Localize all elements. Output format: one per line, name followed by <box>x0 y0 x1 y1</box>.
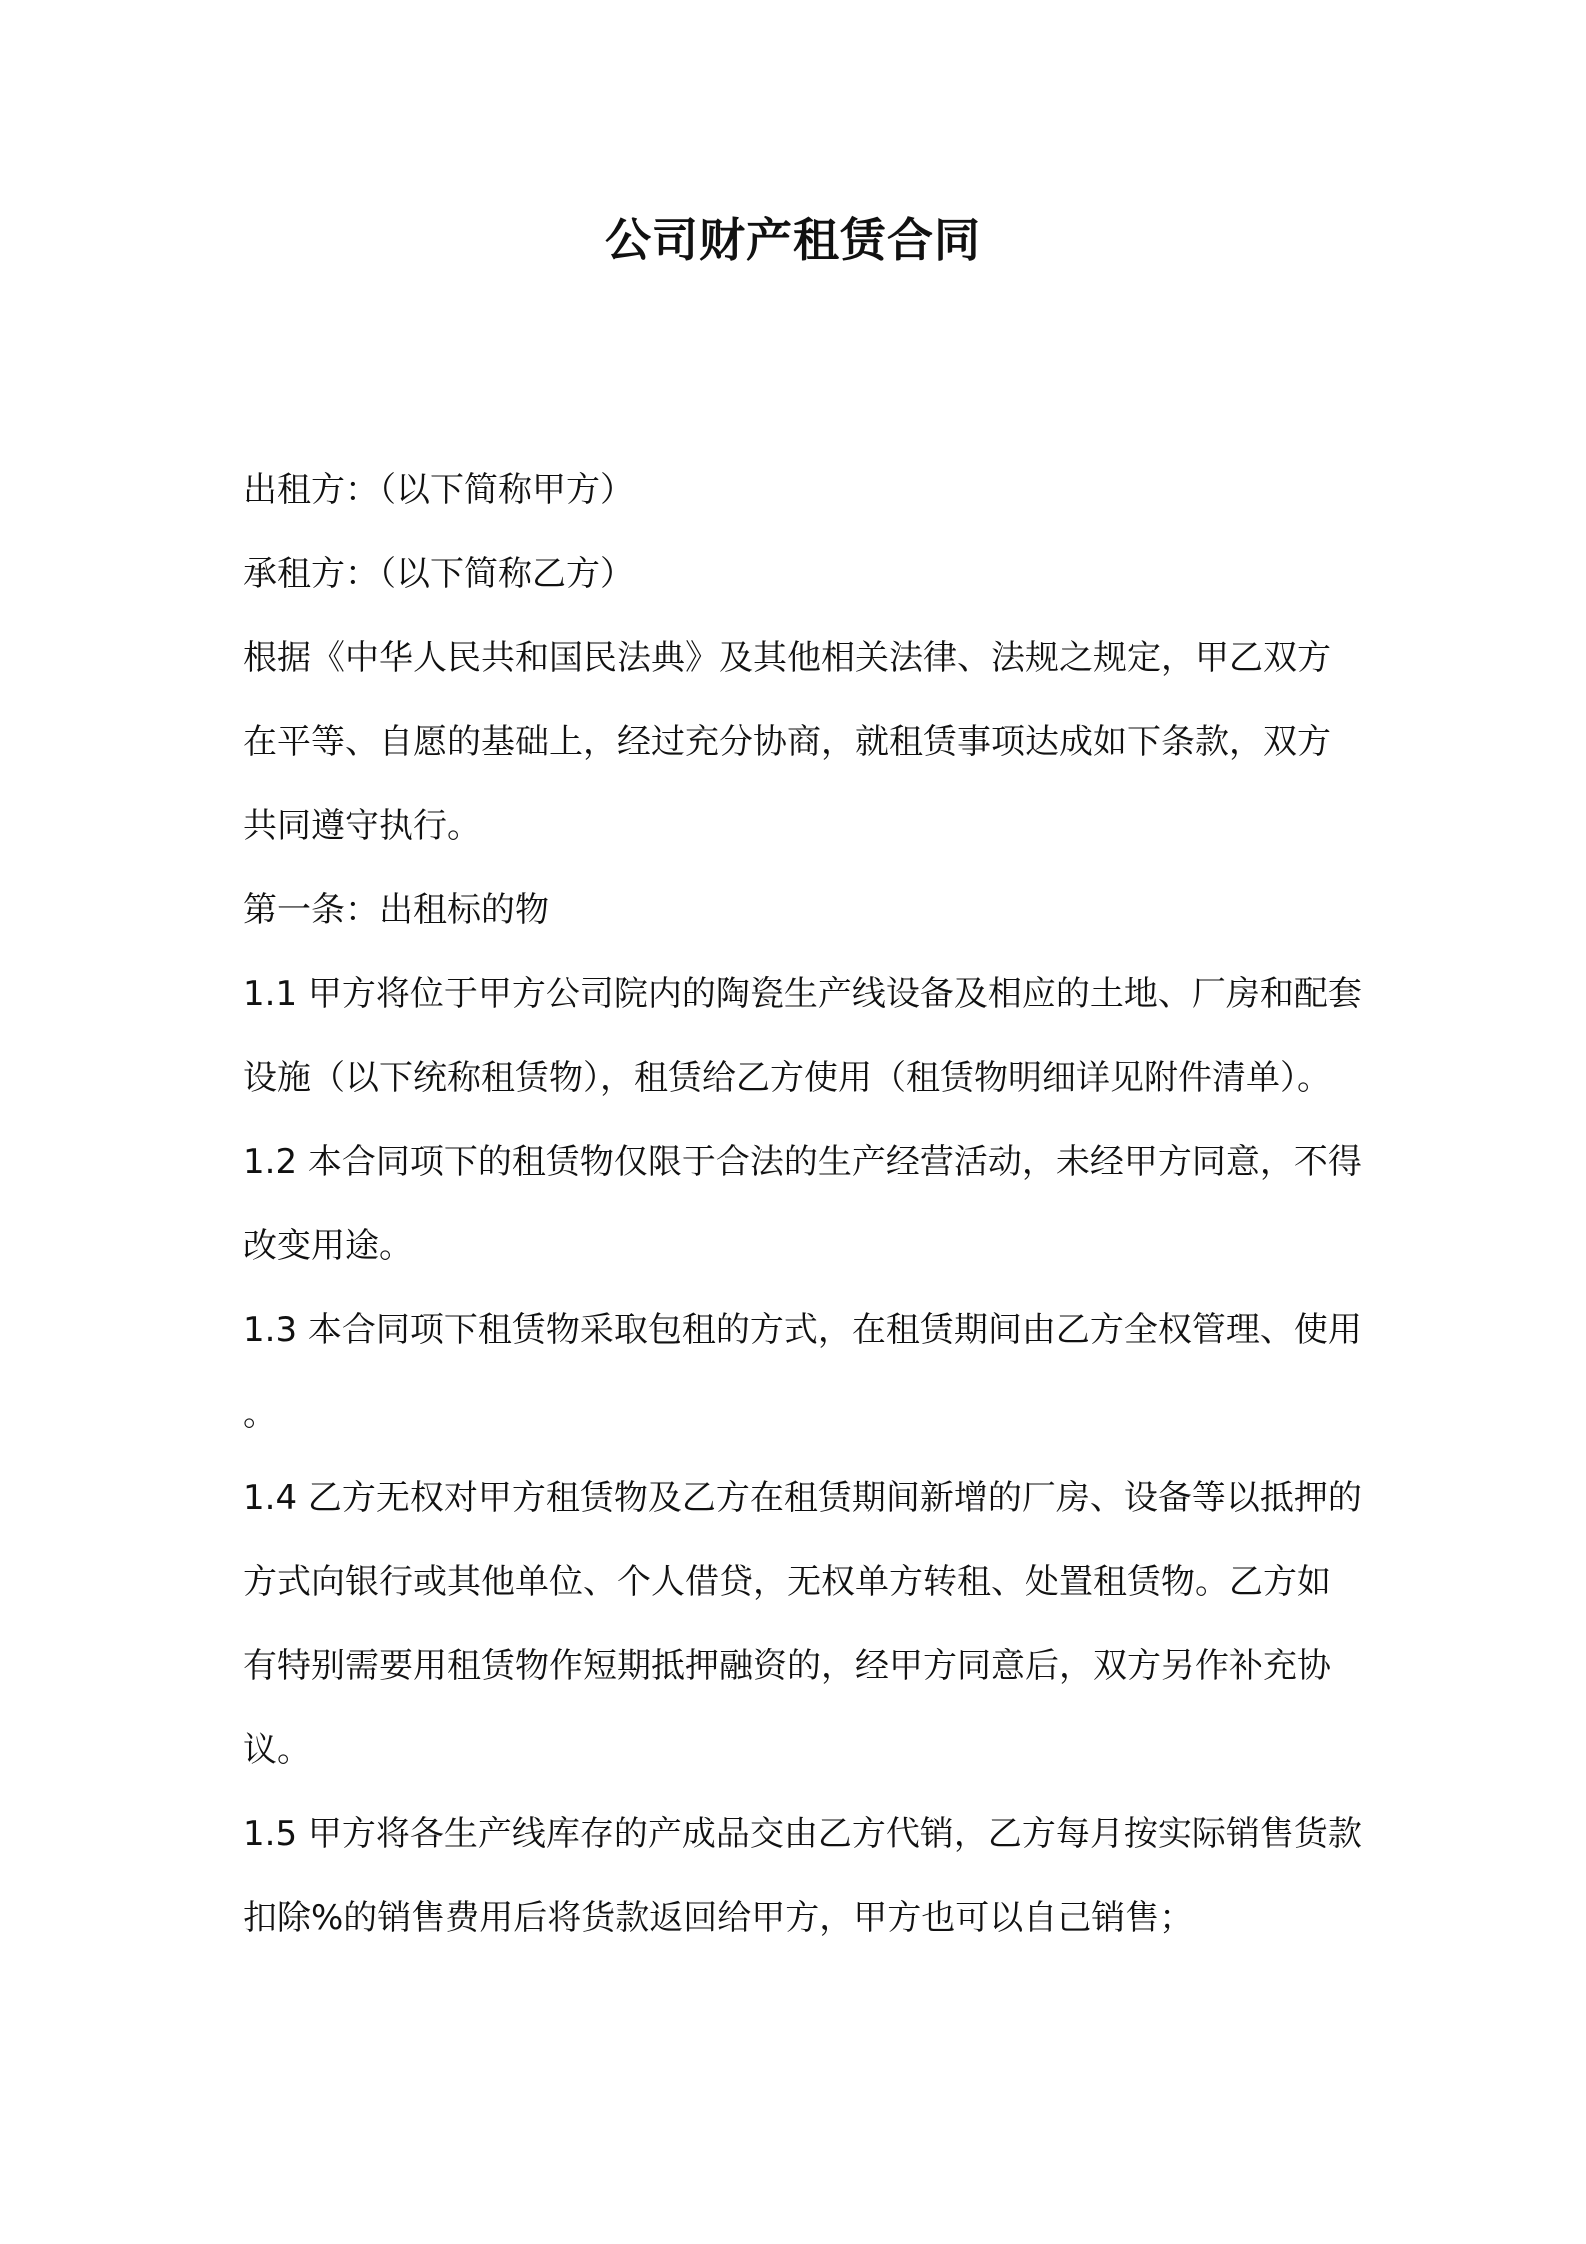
clause-1-3: 1.3 本合同项下租赁物采取包租的方式，在租赁期间由乙方全权管理、使用。 <box>243 1310 1362 1434</box>
article-1-heading: 第一条：出租标的物 <box>243 890 549 930</box>
document-body <box>243 448 1363 1960</box>
lessor-line: 出租方：（以下简称甲方） <box>243 470 634 510</box>
clause-1-5: 1.5 甲方将各生产线库存的产成品交由乙方代销，乙方每月按实际销售货款扣除%的销售费用后将货款返回给甲方，甲方也可以自己销售； <box>243 1814 1362 1938</box>
clause-1-2: 1.2 本合同项下的租赁物仅限于合法的生产经营活动，未经甲方同意，不得改变用途。 <box>243 1142 1362 1266</box>
lessee-line: 承租方：（以下简称乙方） <box>243 554 634 594</box>
document-title: 公司财产租赁合同 <box>605 213 981 267</box>
preamble-paragraph: 根据《中华人民共和国民法典》及其他相关法律、法规之规定，甲乙双方在平等、自愿的基础上，经过充分协商，就租赁事项达成如下条款，双方共同遵守执行。 <box>243 638 1331 846</box>
clause-1-1: 1.1 甲方将位于甲方公司院内的陶瓷生产线设备及相应的土地、厂房和配套设施（以下统称租赁物），租赁给乙方使用（租赁物明细详见附件清单）。 <box>243 974 1362 1098</box>
clause-1-4: 1.4 乙方无权对甲方租赁物及乙方在租赁期间新增的厂房、设备等以抵押的方式向银行或其他单位、个人借贷，无权单方转租、处置租赁物。乙方如有特别需要用租赁物作短期抵押融资的，经甲方同意后，双方另作补充协议。 <box>243 1478 1362 1770</box>
